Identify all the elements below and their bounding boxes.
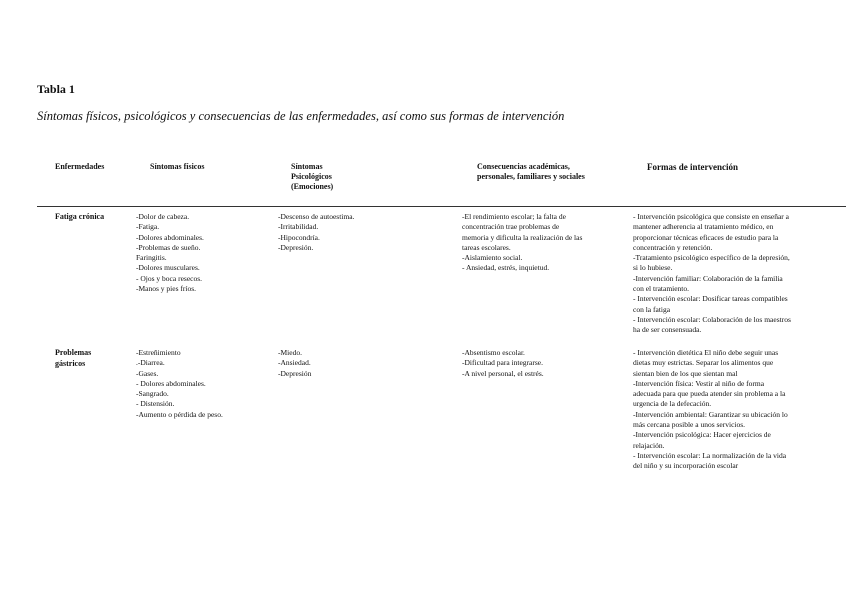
header-sintomas-psicologicos — [291, 162, 333, 192]
header-line: Psicológicos — [291, 172, 332, 181]
header-divider — [37, 206, 846, 207]
row-gastricos-fisicos — [136, 348, 223, 420]
list-item: -Dolor de cabeza. — [136, 212, 190, 221]
list-item: -Ansiedad. — [278, 358, 311, 368]
list-item: -Aumento o pérdida de peso. — [136, 409, 223, 419]
list-item: -Manos y pies fríos. — [136, 284, 196, 294]
row-gastricos-psicologicos — [278, 348, 311, 379]
row-gastricos-intervencion — [633, 348, 788, 472]
row-fatiga-fisicos — [136, 212, 204, 294]
row-fatiga-consecuencias — [462, 212, 582, 274]
header-formas-intervencion: Formas de intervención — [647, 162, 738, 172]
list-item: -Dolores abdominales. — [136, 232, 204, 242]
list-item: -Absentismo escolar. — [462, 348, 525, 357]
list-item: -El rendimiento escolar; la falta de — [462, 212, 566, 221]
list-item: - Dolores abdominales. — [136, 378, 206, 388]
disease-name: gástricos — [55, 358, 86, 368]
list-item: - Intervención escolar: La normalización de la vida — [633, 450, 787, 460]
list-item: -Depresión. — [278, 242, 314, 252]
list-item: con el tratamiento. — [633, 284, 690, 294]
header-line: Consecuencias académicas, — [477, 162, 570, 171]
list-item: concentración trae problemas de — [462, 222, 560, 232]
row-fatiga-psicologicos — [278, 212, 354, 253]
list-item: -Intervención ambiental: Garantizar su ubicación lo — [633, 409, 788, 419]
list-item: -Depresión — [278, 368, 312, 378]
header-consecuencias — [477, 162, 585, 182]
list-item: -Descenso de autoestima. — [278, 212, 355, 221]
list-item: si lo hubiese. — [633, 263, 673, 273]
list-item: concentración y retención. — [633, 242, 713, 252]
list-item: -Aislamiento social. — [462, 253, 523, 263]
list-item: -Dolores musculares. — [136, 263, 200, 273]
list-item: -Intervención física: Vestir al niño de forma — [633, 378, 765, 388]
header-line: Síntomas — [291, 162, 323, 171]
list-item: proporcionar técnicas eficaces de estudio para la — [633, 232, 779, 242]
row-gastricos-consecuencias — [462, 348, 544, 379]
list-item: - Ansiedad, estrés, inquietud. — [462, 263, 550, 273]
list-item: adecuada para que pueda atender sin problema a la — [633, 389, 786, 399]
list-item: - Intervención escolar: Dosificar tareas compatibles — [633, 294, 788, 304]
list-item: -Tratamiento psicológico específico de la depresión, — [633, 253, 790, 263]
list-item: dietas muy estrictas. Separar los alimentos que — [633, 358, 774, 368]
list-item: - Intervención escolar: Colaboración de los maestros — [633, 314, 791, 324]
header-line: (Emociones) — [291, 182, 334, 191]
list-item: relajación. — [633, 440, 665, 450]
header-sintomas-fisicos: Síntomas físicos — [150, 162, 205, 171]
list-item: .-Diarrea. — [136, 358, 165, 368]
list-item: -Hipocondría. — [278, 232, 320, 242]
list-item: urgencia de la defecación. — [633, 399, 712, 409]
disease-name: Problemas — [55, 348, 92, 357]
list-item: -Intervención familiar: Colaboración de la familia — [633, 273, 783, 283]
list-item: - Intervención dietética El niño debe seguir unas — [633, 348, 779, 357]
list-item: -Irritabilidad. — [278, 222, 319, 232]
table-label: Tabla 1 — [37, 82, 75, 96]
row-gastricos-enfermedad — [55, 348, 91, 369]
list-item: del niño y su incorporación escolar — [633, 461, 739, 471]
list-item: - Intervención psicológica que consiste en enseñar a — [633, 212, 789, 221]
list-item: ha de ser consensuada. — [633, 325, 702, 335]
list-item: -Gases. — [136, 368, 159, 378]
list-item: Faringitis. — [136, 253, 167, 263]
list-item: con la fatiga — [633, 304, 671, 314]
disease-name: Fatiga crónica — [55, 212, 105, 221]
list-item: - Ojos y boca resecos. — [136, 273, 203, 283]
list-item: sientan bien de los que sientan mal — [633, 368, 738, 378]
list-item: mantener adherencia al tratamiento médico, en — [633, 222, 774, 232]
list-item: -Miedo. — [278, 348, 302, 357]
row-fatiga-intervencion — [633, 212, 791, 336]
header-line: personales, familiares y sociales — [477, 172, 585, 181]
list-item: -Estreñimiento — [136, 348, 181, 357]
header-enfermedades: Enfermedades — [55, 162, 105, 171]
list-item: -A nivel personal, el estrés. — [462, 368, 544, 378]
list-item: -Intervención psicológica: Hacer ejercicios de — [633, 430, 771, 440]
list-item: - Distensión. — [136, 399, 175, 409]
list-item: tareas escolares. — [462, 242, 511, 252]
table-title: Síntomas físicos, psicológicos y consecuencias de las enfermedades, así como sus formas de intervención — [37, 109, 565, 123]
list-item: -Dificultad para integrarse. — [462, 358, 544, 368]
list-item: más cercana posible a unos servicios. — [633, 420, 746, 430]
list-item: -Problemas de sueño. — [136, 242, 201, 252]
list-item: -Fatiga. — [136, 222, 160, 232]
row-fatiga-enfermedad — [55, 212, 104, 223]
list-item: -Sangrado. — [136, 389, 169, 399]
list-item: memoria y dificulta la realización de las — [462, 232, 583, 242]
